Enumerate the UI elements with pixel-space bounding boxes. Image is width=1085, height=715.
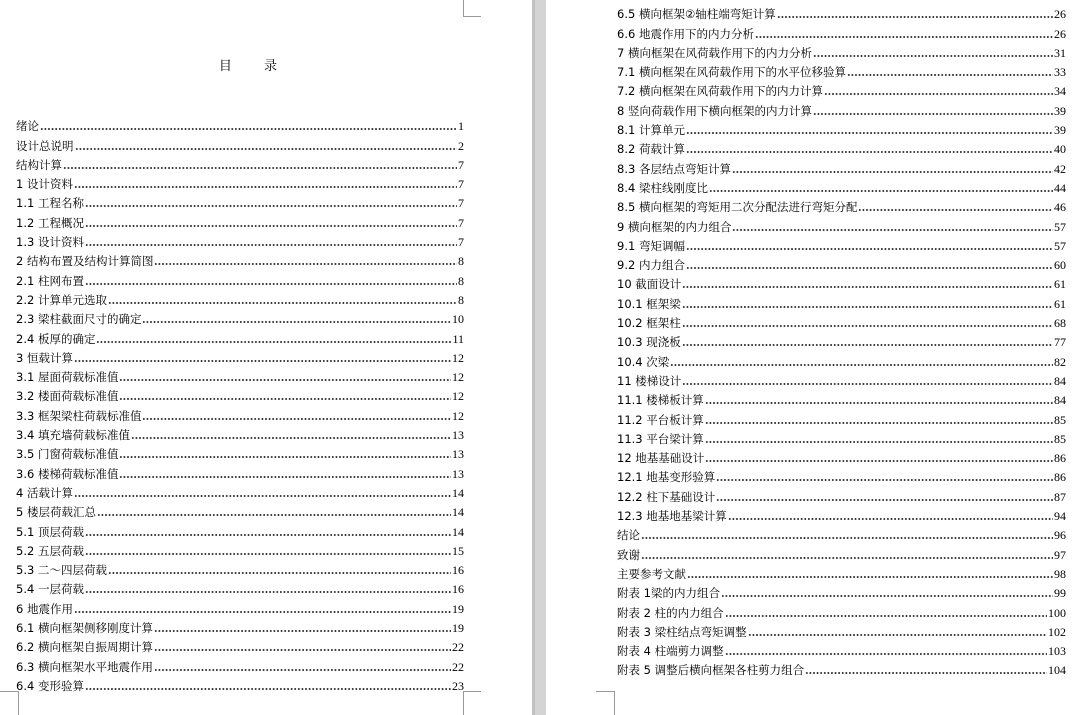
toc-entry-page-number: 96 bbox=[1054, 528, 1066, 543]
toc-dot-leader bbox=[716, 498, 1053, 502]
toc-dot-leader bbox=[85, 204, 457, 208]
toc-entry-label: 5 楼层荷载汇总 bbox=[16, 505, 96, 520]
toc-entry-page-number: 19 bbox=[452, 621, 464, 636]
toc-entry-page-number: 8 bbox=[458, 292, 464, 307]
toc-dot-leader bbox=[131, 436, 451, 440]
toc-entry-page-number: 40 bbox=[1054, 142, 1066, 157]
toc-dot-leader bbox=[725, 652, 1047, 656]
toc-entry-page-number: 10 bbox=[452, 312, 464, 327]
toc-entry[interactable] bbox=[16, 366, 464, 385]
toc-entry-label: 结论 bbox=[617, 528, 640, 543]
toc-entry[interactable] bbox=[617, 582, 1066, 601]
toc-entry[interactable] bbox=[617, 389, 1066, 408]
toc-entry-page-number: 85 bbox=[1054, 431, 1066, 446]
toc-entry-label: 7.1 横向框架在风荷载作用下的水平位移验算 bbox=[617, 65, 846, 80]
toc-entry-label: 1 设计资料 bbox=[16, 177, 73, 192]
toc-entry-label: 2.2 计算单元选取 bbox=[16, 292, 107, 307]
toc-entry[interactable] bbox=[16, 501, 464, 520]
toc-entry-page-number: 39 bbox=[1054, 123, 1066, 138]
toc-entry[interactable] bbox=[617, 408, 1066, 427]
toc-entry[interactable] bbox=[16, 540, 464, 559]
toc-dot-leader bbox=[687, 575, 1053, 579]
toc-entry[interactable] bbox=[617, 447, 1066, 466]
toc-entry[interactable] bbox=[617, 370, 1066, 389]
toc-dot-leader bbox=[705, 421, 1053, 425]
toc-entry[interactable] bbox=[16, 424, 464, 443]
toc-list-right bbox=[617, 3, 1066, 678]
toc-entry-page-number: 104 bbox=[1048, 663, 1066, 678]
toc-entry-page-number: 26 bbox=[1054, 26, 1066, 41]
toc-entry-page-number: 22 bbox=[452, 659, 464, 674]
toc-dot-leader bbox=[142, 417, 451, 421]
toc-entry[interactable] bbox=[617, 659, 1066, 678]
toc-entry[interactable] bbox=[16, 154, 464, 173]
toc-dot-leader bbox=[154, 648, 451, 652]
toc-entry[interactable] bbox=[16, 443, 464, 462]
toc-entry-label: 3.3 框架梁柱荷载标准值 bbox=[16, 408, 142, 423]
toc-entry[interactable] bbox=[16, 308, 464, 327]
toc-entry[interactable] bbox=[617, 466, 1066, 485]
toc-entry-label: 5.3 二～四层荷载 bbox=[16, 563, 107, 578]
toc-entry-page-number: 7 bbox=[458, 177, 464, 192]
toc-entry[interactable] bbox=[16, 269, 464, 288]
toc-entry[interactable] bbox=[617, 177, 1066, 196]
toc-dot-leader bbox=[686, 131, 1053, 135]
toc-dot-leader bbox=[85, 243, 457, 247]
toc-entry[interactable] bbox=[16, 655, 464, 674]
toc-entry-label: 3.4 填充墙荷载标准值 bbox=[16, 428, 130, 443]
toc-entry-page-number: 33 bbox=[1054, 65, 1066, 80]
toc-dot-leader bbox=[682, 382, 1053, 386]
toc-entry[interactable] bbox=[16, 404, 464, 423]
toc-entry-label: 6.2 横向框架自振周期计算 bbox=[16, 640, 153, 655]
toc-entry-page-number: 82 bbox=[1054, 354, 1066, 369]
toc-entry-page-number: 26 bbox=[1054, 7, 1066, 22]
toc-dot-leader bbox=[63, 166, 457, 170]
toc-entry-page-number: 12 bbox=[452, 389, 464, 404]
toc-entry-page-number: 61 bbox=[1054, 277, 1066, 292]
toc-entry[interactable] bbox=[617, 215, 1066, 234]
toc-dot-leader bbox=[75, 147, 458, 151]
toc-entry[interactable] bbox=[16, 520, 464, 539]
toc-dot-leader bbox=[74, 185, 457, 189]
toc-entry[interactable] bbox=[617, 524, 1066, 543]
toc-entry[interactable] bbox=[617, 563, 1066, 582]
crop-mark-left-br bbox=[463, 691, 481, 692]
toc-entry-label: 致谢 bbox=[617, 547, 640, 562]
toc-entry-page-number: 99 bbox=[1054, 586, 1066, 601]
toc-dot-leader bbox=[119, 455, 451, 459]
toc-entry-label: 附表 5 调整后横向框架各柱剪力组合 bbox=[617, 663, 805, 678]
toc-entry-label: 8.3 各层结点弯矩计算 bbox=[617, 161, 731, 176]
toc-dot-leader bbox=[732, 170, 1053, 174]
toc-entry-page-number: 84 bbox=[1054, 393, 1066, 408]
toc-entry-page-number: 44 bbox=[1054, 180, 1066, 195]
toc-entry-label: 10.2 框架柱 bbox=[617, 316, 681, 331]
toc-entry[interactable] bbox=[617, 428, 1066, 447]
toc-entry-page-number: 68 bbox=[1054, 316, 1066, 331]
toc-entry-label: 5.1 顶层荷载 bbox=[16, 524, 84, 539]
toc-entry-label: 7.2 横向框架在风荷载作用下的内力计算 bbox=[617, 84, 823, 99]
toc-entry-page-number: 7 bbox=[458, 157, 464, 172]
toc-entry[interactable] bbox=[16, 617, 464, 636]
toc-dot-leader bbox=[85, 533, 451, 537]
toc-entry-page-number: 7 bbox=[458, 215, 464, 230]
toc-entry[interactable] bbox=[16, 231, 464, 250]
toc-dot-leader bbox=[108, 571, 451, 575]
toc-dot-leader bbox=[96, 340, 451, 344]
toc-entry[interactable] bbox=[16, 250, 464, 269]
toc-entry[interactable] bbox=[16, 115, 464, 134]
toc-entry-label: 4 活载计算 bbox=[16, 485, 73, 500]
toc-entry-label: 结构计算 bbox=[16, 157, 62, 172]
crop-mark-left-br-v bbox=[463, 691, 464, 715]
toc-dot-leader bbox=[805, 671, 1047, 675]
toc-entry[interactable] bbox=[617, 119, 1066, 138]
toc-entry-label: 2.4 板厚的确定 bbox=[16, 331, 96, 346]
toc-entry[interactable] bbox=[617, 254, 1066, 273]
toc-entry[interactable] bbox=[617, 157, 1066, 176]
toc-entry-label: 10.1 框架梁 bbox=[617, 296, 681, 311]
toc-entry-label: 附表 1梁的内力组合 bbox=[617, 586, 720, 601]
toc-entry-label: 2.3 梁柱截面尺寸的确定 bbox=[16, 312, 142, 327]
toc-entry-page-number: 13 bbox=[452, 447, 464, 462]
toc-entry-page-number: 22 bbox=[452, 640, 464, 655]
toc-entry-label: 11.3 平台梁计算 bbox=[617, 431, 704, 446]
toc-dot-leader bbox=[154, 262, 457, 266]
toc-dot-leader bbox=[154, 668, 451, 672]
toc-entry-label: 12.2 柱下基础设计 bbox=[617, 489, 716, 504]
toc-entry-page-number: 103 bbox=[1048, 644, 1066, 659]
toc-entry-label: 11.2 平台板计算 bbox=[617, 412, 704, 427]
toc-entry-label: 8 竖向荷载作用下横向框架的内力计算 bbox=[617, 103, 812, 118]
toc-dot-leader bbox=[682, 343, 1053, 347]
toc-entry-page-number: 34 bbox=[1054, 84, 1066, 99]
toc-entry[interactable] bbox=[16, 211, 464, 230]
toc-dot-leader bbox=[85, 224, 457, 228]
toc-dot-leader bbox=[732, 228, 1053, 232]
toc-entry[interactable] bbox=[617, 22, 1066, 41]
toc-entry-label: 6.6 地震作用下的内力分析 bbox=[617, 26, 754, 41]
toc-entry-page-number: 14 bbox=[452, 485, 464, 500]
toc-entry-page-number: 12 bbox=[452, 408, 464, 423]
toc-dot-leader bbox=[154, 629, 451, 633]
toc-entry-page-number: 57 bbox=[1054, 238, 1066, 253]
toc-entry-label: 附表 3 梁柱结点弯矩调整 bbox=[617, 624, 747, 639]
toc-entry-label: 8.5 横向框架的弯矩用二次分配法进行弯矩分配 bbox=[617, 200, 858, 215]
toc-entry-page-number: 39 bbox=[1054, 103, 1066, 118]
toc-dot-leader bbox=[686, 266, 1053, 270]
toc-entry[interactable] bbox=[16, 289, 464, 308]
toc-entry[interactable] bbox=[617, 312, 1066, 331]
toc-entry-label: 10.3 现浇板 bbox=[617, 335, 681, 350]
toc-entry-label: 1.2 工程概况 bbox=[16, 215, 84, 230]
toc-dot-leader bbox=[721, 594, 1053, 598]
toc-dot-leader bbox=[682, 285, 1053, 289]
toc-entry-label: 8.4 梁柱线刚度比 bbox=[617, 180, 708, 195]
toc-entry-page-number: 16 bbox=[452, 582, 464, 597]
toc-entry[interactable] bbox=[617, 80, 1066, 99]
toc-dot-leader bbox=[74, 359, 451, 363]
toc-entry-label: 3.6 楼梯荷载标准值 bbox=[16, 466, 119, 481]
toc-entry-page-number: 14 bbox=[452, 505, 464, 520]
toc-entry-label: 8.2 荷载计算 bbox=[617, 142, 685, 157]
toc-entry-page-number: 15 bbox=[452, 543, 464, 558]
toc-dot-leader bbox=[40, 127, 457, 131]
toc-entry-label: 5.2 五层荷载 bbox=[16, 543, 84, 558]
toc-dot-leader bbox=[119, 475, 451, 479]
crop-mark-left-top bbox=[463, 0, 464, 16]
toc-entry-label: 设计总说明 bbox=[16, 138, 74, 153]
toc-entry[interactable] bbox=[617, 601, 1066, 620]
toc-dot-leader bbox=[813, 112, 1053, 116]
toc-dot-leader bbox=[725, 614, 1047, 618]
toc-entry-label: 12 地基基础设计 bbox=[617, 451, 705, 466]
toc-entry-page-number: 7 bbox=[458, 196, 464, 211]
toc-entry-page-number: 97 bbox=[1054, 547, 1066, 562]
toc-entry-label: 2.1 柱网布置 bbox=[16, 273, 84, 288]
toc-entry[interactable] bbox=[617, 61, 1066, 80]
toc-entry-label: 9.1 弯矩调幅 bbox=[617, 238, 685, 253]
toc-entry-page-number: 86 bbox=[1054, 451, 1066, 466]
toc-entry-page-number: 94 bbox=[1054, 509, 1066, 524]
toc-entry-label: 6.4 变形验算 bbox=[16, 678, 84, 693]
toc-dot-leader bbox=[108, 301, 457, 305]
toc-entry-page-number: 102 bbox=[1048, 624, 1066, 639]
toc-entry[interactable] bbox=[16, 173, 464, 192]
toc-entry[interactable] bbox=[16, 636, 464, 655]
toc-entry-page-number: 77 bbox=[1054, 335, 1066, 350]
toc-dot-leader bbox=[686, 247, 1053, 251]
toc-entry-label: 3.5 门窗荷载标准值 bbox=[16, 447, 119, 462]
toc-entry-page-number: 2 bbox=[458, 138, 464, 153]
toc-entry-label: 6.1 横向框架侧移刚度计算 bbox=[16, 621, 153, 636]
toc-entry-page-number: 8 bbox=[458, 254, 464, 269]
toc-dot-leader bbox=[813, 54, 1053, 58]
toc-entry-label: 6 地震作用 bbox=[16, 601, 73, 616]
toc-dot-leader bbox=[85, 282, 457, 286]
toc-entry[interactable] bbox=[16, 385, 464, 404]
toc-entry-page-number: 13 bbox=[452, 466, 464, 481]
toc-entry[interactable] bbox=[617, 292, 1066, 311]
toc-entry[interactable] bbox=[16, 347, 464, 366]
toc-dot-leader bbox=[641, 556, 1053, 560]
toc-entry[interactable] bbox=[16, 482, 464, 501]
toc-entry-page-number: 12 bbox=[452, 350, 464, 365]
toc-entry-page-number: 16 bbox=[452, 563, 464, 578]
toc-entry[interactable] bbox=[16, 192, 464, 211]
toc-dot-leader bbox=[777, 15, 1053, 19]
toc-entry-page-number: 14 bbox=[452, 524, 464, 539]
toc-dot-leader bbox=[142, 320, 451, 324]
toc-entry[interactable] bbox=[617, 99, 1066, 118]
toc-entry-label: 12.3 地基地基梁计算 bbox=[617, 509, 727, 524]
toc-dot-leader bbox=[682, 324, 1053, 328]
toc-dot-leader bbox=[705, 459, 1053, 463]
toc-entry-page-number: 19 bbox=[452, 601, 464, 616]
toc-entry[interactable] bbox=[16, 675, 464, 694]
toc-entry-label: 10 截面设计 bbox=[617, 277, 682, 292]
toc-entry-label: 绪论 bbox=[16, 119, 39, 134]
crop-mark-left-bottom-v bbox=[18, 691, 19, 715]
toc-entry-label: 10.4 次梁 bbox=[617, 354, 670, 369]
toc-entry-label: 9.2 内力组合 bbox=[617, 258, 685, 273]
crop-mark-right-bl bbox=[596, 691, 614, 692]
toc-entry-page-number: 84 bbox=[1054, 373, 1066, 388]
toc-entry-page-number: 100 bbox=[1048, 605, 1066, 620]
toc-entry[interactable] bbox=[617, 3, 1066, 22]
toc-entry[interactable] bbox=[16, 134, 464, 153]
page-gutter bbox=[532, 0, 546, 715]
toc-entry[interactable] bbox=[16, 578, 464, 597]
toc-dot-leader bbox=[74, 494, 451, 498]
toc-entry[interactable] bbox=[617, 543, 1066, 562]
toc-dot-leader bbox=[85, 552, 451, 556]
toc-entry-page-number: 46 bbox=[1054, 200, 1066, 215]
toc-dot-leader bbox=[716, 478, 1053, 482]
toc-entry[interactable] bbox=[617, 331, 1066, 350]
toc-dot-leader bbox=[85, 590, 451, 594]
toc-entry-page-number: 60 bbox=[1054, 258, 1066, 273]
toc-dot-leader bbox=[119, 397, 451, 401]
toc-entry-page-number: 23 bbox=[452, 678, 464, 693]
toc-entry-label: 11.1 楼梯板计算 bbox=[617, 393, 704, 408]
toc-dot-leader bbox=[97, 513, 451, 517]
toc-dot-leader bbox=[85, 687, 451, 691]
toc-entry-label: 附表 2 柱的内力组合 bbox=[617, 605, 724, 620]
toc-entry-label: 附表 4 柱端剪力调整 bbox=[617, 644, 724, 659]
toc-entry-page-number: 13 bbox=[452, 428, 464, 443]
toc-entry-label: 3.2 楼面荷载标准值 bbox=[16, 389, 119, 404]
toc-entry-label: 9 横向框架的内力组合 bbox=[617, 219, 732, 234]
toc-entry-page-number: 12 bbox=[452, 370, 464, 385]
toc-dot-leader bbox=[705, 401, 1053, 405]
crop-mark-left-top-h bbox=[463, 16, 481, 17]
toc-entry-label: 3.1 屋面荷载标准值 bbox=[16, 370, 119, 385]
toc-dot-leader bbox=[641, 536, 1053, 540]
toc-entry-page-number: 1 bbox=[458, 119, 464, 134]
toc-entry[interactable] bbox=[16, 597, 464, 616]
toc-dot-leader bbox=[709, 189, 1053, 193]
toc-dot-leader bbox=[686, 150, 1053, 154]
toc-dot-leader bbox=[847, 73, 1053, 77]
toc-entry[interactable] bbox=[617, 235, 1066, 254]
toc-entry-label: 3 恒载计算 bbox=[16, 350, 73, 365]
toc-entry-page-number: 87 bbox=[1054, 489, 1066, 504]
toc-entry-label: 6.3 横向框架水平地震作用 bbox=[16, 659, 153, 674]
toc-dot-leader bbox=[748, 633, 1047, 637]
toc-list-left bbox=[16, 115, 464, 694]
toc-entry-label: 2 结构布置及结构计算简图 bbox=[16, 254, 154, 269]
toc-entry[interactable] bbox=[617, 350, 1066, 369]
toc-entry-page-number: 42 bbox=[1054, 161, 1066, 176]
toc-entry-label: 5.4 一层荷载 bbox=[16, 582, 84, 597]
toc-dot-leader bbox=[755, 35, 1053, 39]
toc-entry-page-number: 85 bbox=[1054, 412, 1066, 427]
toc-dot-leader bbox=[705, 440, 1053, 444]
toc-entry-label: 11 楼梯设计 bbox=[617, 373, 682, 388]
toc-entry-label: 主要参考文献 bbox=[617, 566, 686, 581]
toc-entry[interactable] bbox=[16, 559, 464, 578]
toc-dot-leader bbox=[858, 208, 1053, 212]
crop-mark-right-bl-v bbox=[614, 691, 615, 715]
toc-title: 目 录 bbox=[218, 59, 292, 74]
toc-entry[interactable] bbox=[16, 462, 464, 481]
toc-entry[interactable] bbox=[617, 273, 1066, 292]
toc-entry-page-number: 8 bbox=[458, 273, 464, 288]
toc-entry-label: 7 横向框架在风荷载作用下的内力分析 bbox=[617, 45, 812, 60]
toc-entry-label: 8.1 计算单元 bbox=[617, 123, 685, 138]
toc-entry-page-number: 7 bbox=[458, 235, 464, 250]
toc-entry-page-number: 11 bbox=[452, 331, 464, 346]
toc-entry-label: 6.5 横向框架②轴柱端弯矩计算 bbox=[617, 7, 776, 22]
toc-entry[interactable] bbox=[617, 505, 1066, 524]
toc-entry-label: 1.1 工程名称 bbox=[16, 196, 84, 211]
toc-entry[interactable] bbox=[617, 196, 1066, 215]
toc-entry[interactable] bbox=[617, 485, 1066, 504]
toc-entry-page-number: 57 bbox=[1054, 219, 1066, 234]
toc-entry[interactable] bbox=[617, 42, 1066, 61]
toc-dot-leader bbox=[119, 378, 451, 382]
toc-entry-page-number: 31 bbox=[1054, 45, 1066, 60]
toc-entry[interactable] bbox=[617, 138, 1066, 157]
toc-dot-leader bbox=[74, 610, 451, 614]
toc-entry[interactable] bbox=[16, 327, 464, 346]
toc-entry[interactable] bbox=[617, 621, 1066, 640]
toc-entry-label: 12.1 地基变形验算 bbox=[617, 470, 716, 485]
toc-entry-label: 1.3 设计资料 bbox=[16, 235, 84, 250]
toc-dot-leader bbox=[682, 305, 1053, 309]
toc-entry-page-number: 98 bbox=[1054, 566, 1066, 581]
toc-dot-leader bbox=[824, 92, 1053, 96]
toc-dot-leader bbox=[670, 363, 1053, 367]
toc-entry[interactable] bbox=[617, 640, 1066, 659]
toc-entry-page-number: 61 bbox=[1054, 296, 1066, 311]
toc-dot-leader bbox=[728, 517, 1053, 521]
toc-entry-page-number: 86 bbox=[1054, 470, 1066, 485]
